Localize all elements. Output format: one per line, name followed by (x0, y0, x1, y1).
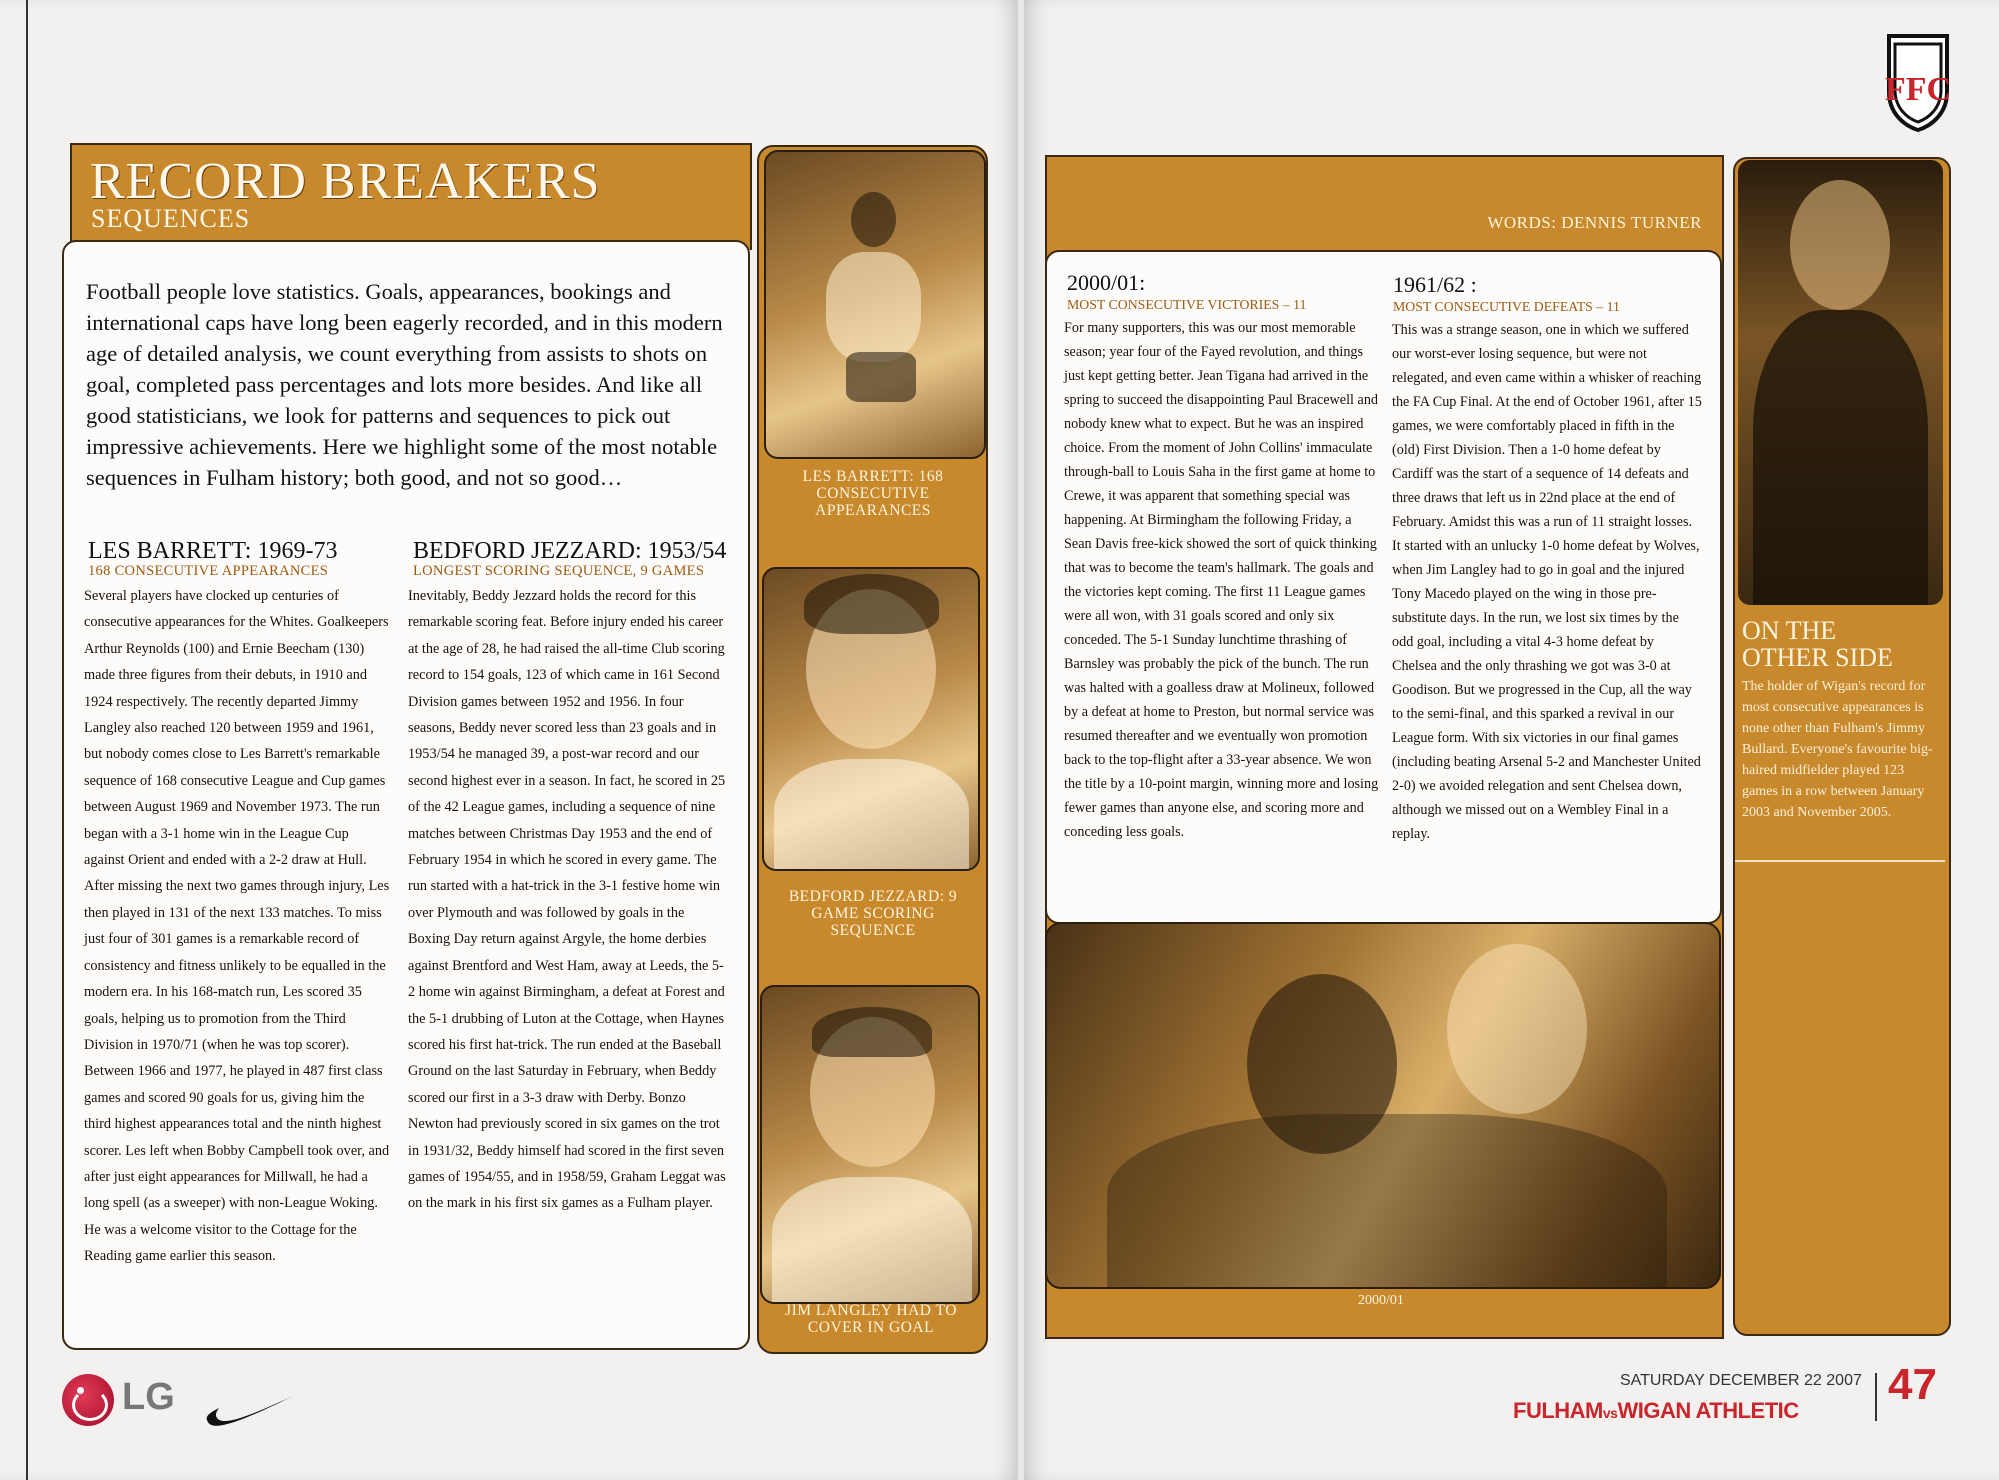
photo-les-barrett (764, 150, 986, 459)
section-subheading-bedford-jezzard: LONGEST SCORING SEQUENCE, 9 GAMES (413, 563, 705, 579)
footer-separator (1875, 1373, 1877, 1421)
page-edge-divider (26, 0, 28, 1480)
svg-text:FFC: FFC (1885, 71, 1951, 108)
section-heading-bedford-jezzard: BEDFORD JEZZARD: 1953/54 (413, 538, 727, 564)
match-title: FULHAMvsWIGAN ATHLETIC (1513, 1398, 1799, 1423)
section-subheading-2000-01: MOST CONSECUTIVE VICTORIES – 11 (1067, 297, 1307, 312)
photo-jim-langley (760, 985, 980, 1304)
lg-logo-icon (62, 1374, 114, 1426)
section-heading-les-barrett: LES BARRETT: 1969-73 (88, 538, 338, 564)
article-body-2000-01: For many supporters, this was our most memorable season; year four of the Fayed revolution, and things just kept getting better. Jean Tigana had arrived in the spring to succeed the disappointing Paul Bracewell and nobody knew what to expect. But he was an inspired choice. From the moment of John Collins' immaculate through-ball to Louis Saha in the first game at home to Crewe, it was apparent that something special was happening. At Birmingham the following Friday, a Sean Davis free-kick showed the sort of quick thinking that was to become the team's hallmark. The goals and the victories kept coming. The first 11 League games were all won, with 31 goals scored and only six conceded. The 5-1 Sunday lunchtime thrashing of Barnsley was probably the pick of the bunch. The run was halted with a goalless draw at Molineux, followed by a defeat at home to Preston, but normal service was resumed thereafter and we eventually won promotion back to the top-flight after a 33-year absence. We won the title by a 10-point margin, winning more and losing fewer games than anyone else, and scoring more and conceding less goals. (1064, 320, 1379, 840)
article-body-bedford-jezzard: Inevitably, Beddy Jezzard holds the record for this remarkable scoring feat. Before injury ended his career at the age of 28, he had raised the all-time Club scoring record to 154 goals, 123 of which came in 161 Second Division games between 1952 and 1956. In four seasons, Beddy never scored less than 23 goals and in 1953/54 he managed 39, a post-war record and our second highest ever in a season. In fact, he scored in 25 of the 42 League games, including a sequence of nine matches between Christmas Day 1953 and the end of February 1954 in which he scored in every game. The run started with a hat-trick in the 3-1 festive home win over Plymouth and was followed by goals in the Boxing Day return against Argyle, the home derbies against Brentford and West Ham, away at Leeds, the 5-2 home win against Birmingham, a defeat at Forest and the 5-1 drubbing of Luton at the Cottage, when Haynes scored his first hat-trick. The run ended at the Baseball Ground on the last Saturday in February, when Beddy scored our first in a 3-3 draw with Derby. Bonzo Newton had previously scored in six games on the trot in 1931/32, Beddy himself had scored in the first seven games of 1954/55, and in 1958/59, Graham Leggat was on the mark in his first six games as a Fulham player. (408, 588, 726, 1212)
section-subheading-1961-62: MOST CONSECUTIVE DEFEATS – 11 (1393, 299, 1620, 314)
sidebar-text: The holder of Wigan's record for most consecutive appearances is none other than Fulham's Jimmy Bullard. Everyone's favourite big-haired midfielder played 123 games in a row between January 2003 and November 2005. (1742, 679, 1933, 820)
page-subtitle: SEQUENCES (91, 204, 251, 233)
sidebar-title: ON THE OTHER SIDE (1742, 616, 1893, 672)
caption-bedford-jezzard: BEDFORD JEZZARD: 9 GAME SCORING SEQUENCE (788, 888, 958, 939)
author-credit: WORDS: DENNIS TURNER (1487, 213, 1702, 232)
article-body-1961-62: This was a strange season, one in which we suffered our worst-ever losing sequence, but were not relegated, and even came within a whisker of reaching the FA Cup Final. At the end of October 1961, after 15 games, we were comfortably placed in fifth in the (old) First Division. Then a 1-0 home defeat by Cardiff was the start of a sequence of 14 defeats and three draws that left us in 22nd place at the end of February. Amidst this was a run of 11 straight losses. It started with an unlucky 1-0 home defeat by Wolves, when Jim Langley had to go in goal and the injured Tony Macedo played on the wing in those pre-substitute days. In the run, we lost six times by the odd goal, including a vital 4-3 home defeat by Chelsea and the only thrashing we got was 3-0 at Goodison. But we progressed in the Cup, all the way to the semi-final, and this sparked a revival in our League form. With six victories in our final games (including beating Arsenal 5-2 and Manchester United 2-0) we avoided relegation and sent Chelsea down, although we missed out on a Wembley Final in a replay. (1392, 322, 1702, 842)
photo-bedford-jezzard (762, 567, 980, 871)
caption-jim-langley: JIM LANGLEY HAD TO COVER IN GOAL (785, 1302, 957, 1336)
lg-wordmark: LG (122, 1376, 175, 1418)
nike-swoosh-icon (205, 1390, 295, 1430)
section-heading-2000-01: 2000/01: (1067, 270, 1146, 295)
caption-2000-01: 2000/01 (1358, 1293, 1404, 1308)
match-date: SATURDAY DECEMBER 22 2007 (1620, 1372, 1862, 1389)
photo-2000-01-celebration (1045, 922, 1721, 1289)
article-body-les-barrett: Several players have clocked up centuries of consecutive appearances for the Whites. Goalkeepers Arthur Reynolds (100) and Ernie Beecham (130) made three figures from their debuts, in 1910 and 1924 respectively. The recently departed Jimmy Langley also reached 120 between 1959 and 1961, but nobody comes close to Les Barrett's remarkable sequence of 168 consecutive League and Cup games between August 1969 and November 1973. The run began with a 3-1 home win in the League Cup against Orient and ended with a 2-2 draw at Hull. After missing the next two games through injury, Les then played in 131 of the next 133 matches. To miss just four of 301 games is a remarkable record of consistency and fitness unlikely to be equalled in the modern era. In his 168-match run, Les scored 35 goals, helping us to promotion from the Third Division in 1970/71 (when he was top scorer). Between 1966 and 1977, he played in 487 first class games and scored 90 goals for us, giving him the third highest appearances total and the ninth highest scorer. Les left when Bobby Campbell took over, and after just eight appearances for Millwall, he had a long spell (as a sweeper) with non-League Woking. He was a welcome visitor to the Cottage for the Reading game earlier this season. (84, 588, 390, 1265)
sidebar-divider (1735, 860, 1945, 862)
intro-paragraph: Football people love statistics. Goals, appearances, bookings and international caps have long been eagerly recorded, and in this modern age of detailed analysis, we count everything from assists to shots on goal, completed pass percentages and lots more besides. And like all good statisticians, we look for patterns and sequences to pick out impressive achievements. Here we highlight some of the most notable sequences in Fulham history; both good, and not so good… (86, 279, 723, 490)
section-subheading-les-barrett: 168 CONSECUTIVE APPEARANCES (88, 563, 329, 579)
page-number: 47 (1888, 1360, 1937, 1409)
photo-jimmy-bullard (1738, 160, 1943, 605)
fulham-crest-icon (1885, 32, 1951, 132)
caption-les-barrett: LES BARRETT: 168 CONSECUTIVE APPEARANCES (802, 468, 944, 519)
section-heading-1961-62: 1961/62 : (1393, 272, 1477, 297)
page-title: RECORD BREAKERS (90, 153, 601, 210)
